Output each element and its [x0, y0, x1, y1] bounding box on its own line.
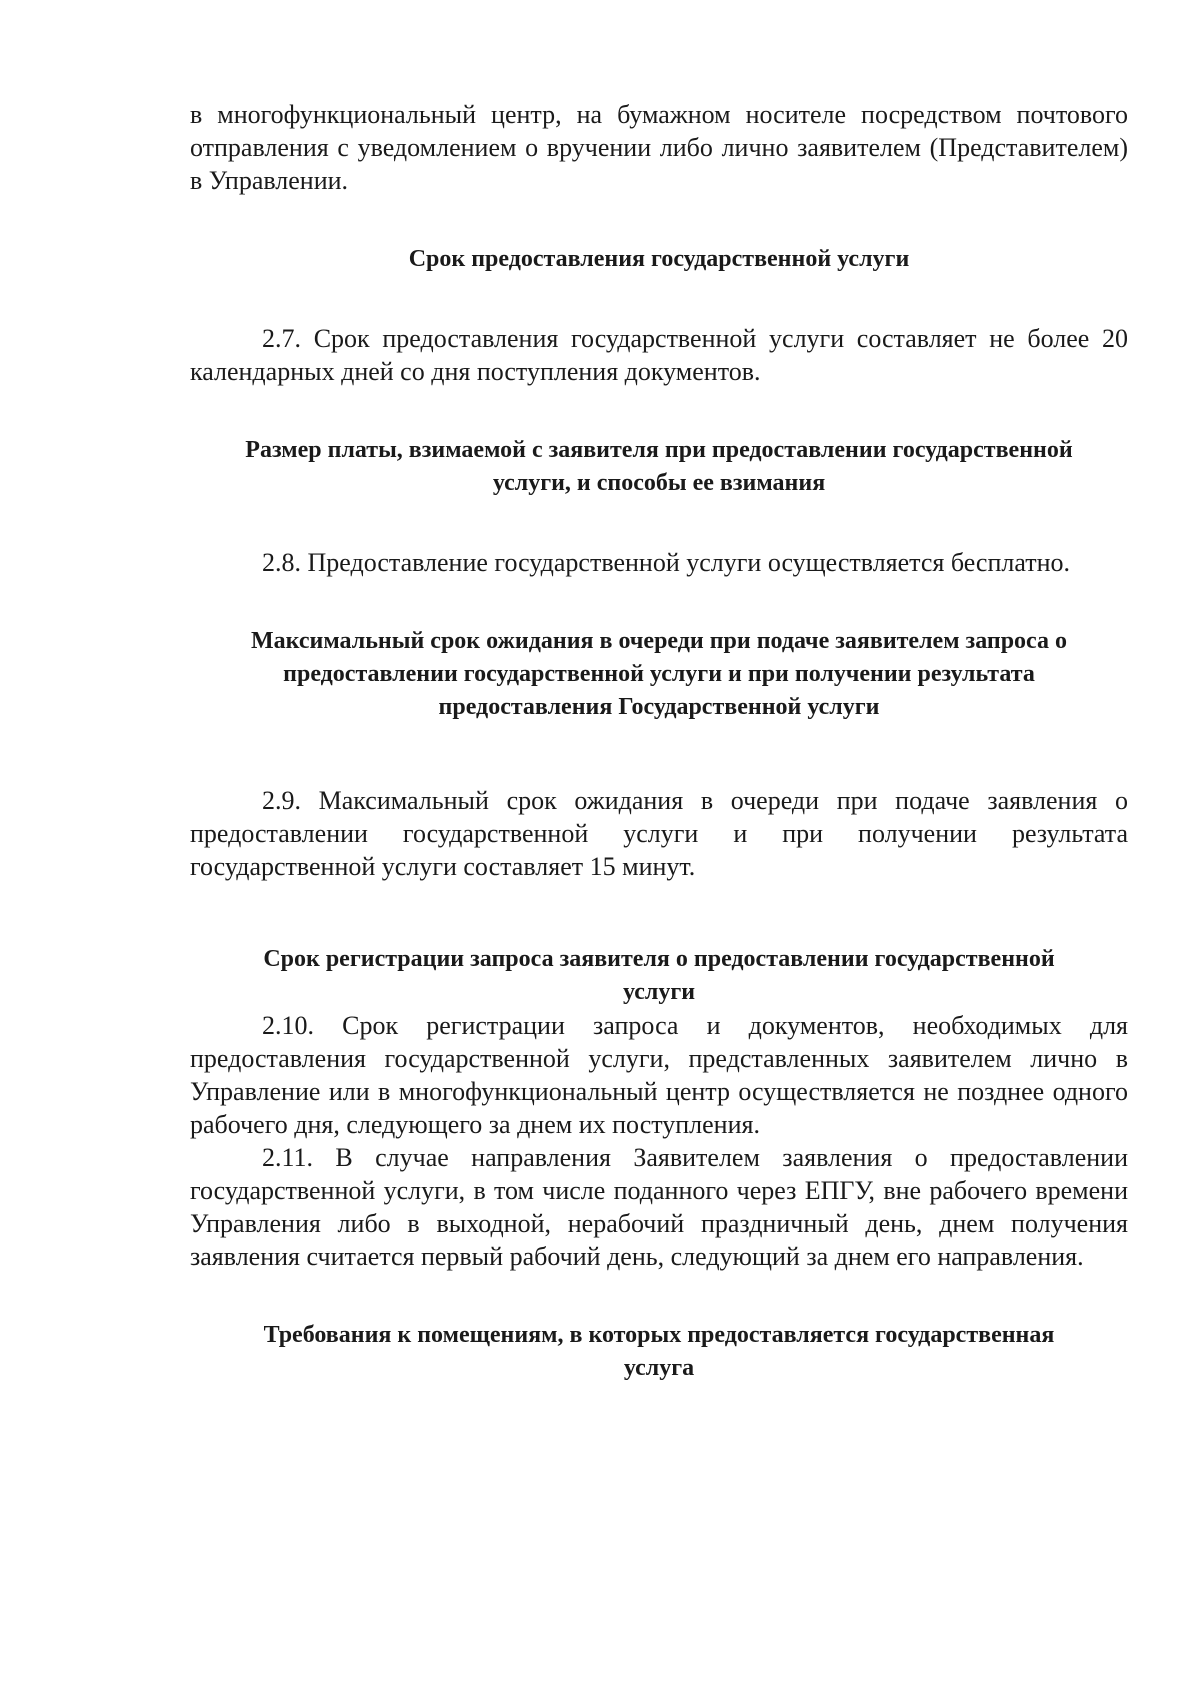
- paragraph-2-8: 2.8. Предоставление государственной услуги осуществляется бесплатно.: [262, 548, 1071, 577]
- heading-fee: [190, 434, 1128, 500]
- heading-registration: [190, 943, 1128, 1009]
- intro-paragraph: в многофункциональный центр, на бумажном носителе посредством почтового отправления с уведомлением о вручении либо лично заявителем (Представителем) в Управлении.: [190, 100, 1128, 195]
- heading-queue: [190, 625, 1128, 724]
- paragraph-2-10: 2.10. Срок регистрации запроса и документов, необходимых для предоставления государственной услуги, представленных заявителем лично в Управление или в многофункциональный центр осуществляется не позднее одного рабочего дня, следующего за днем их поступления.: [190, 1011, 1128, 1139]
- heading-fee-line-2: услуги, и способы ее взимания: [492, 470, 826, 496]
- heading-premises-line-2: услуга: [623, 1355, 695, 1381]
- heading-registration-line-2: услуги: [622, 979, 696, 1005]
- document-page: [190, 98, 1128, 1385]
- heading-queue-line-1: Максимальный срок ожидания в очереди при подаче заявителем запроса о: [250, 628, 1067, 654]
- paragraph-2-9: 2.9. Максимальный срок ожидания в очереди при подаче заявления о предоставлении государственной услуги и при получении результата государственной услуги составляет 15 минут.: [190, 786, 1128, 881]
- heading-service-term: Срок предоставления государственной услуги: [408, 246, 910, 272]
- heading-premises: [190, 1319, 1128, 1385]
- heading-queue-line-3: предоставления Государственной услуги: [438, 694, 880, 720]
- heading-queue-line-2: предоставлении государственной услуги и при получении результата: [283, 661, 1035, 687]
- heading-fee-line-1: Размер платы, взимаемой с заявителя при предоставлении государственной: [245, 437, 1073, 463]
- heading-registration-line-1: Срок регистрации запроса заявителя о предоставлении государственной: [263, 946, 1055, 972]
- paragraph-2-11: 2.11. В случае направления Заявителем заявления о предоставлении государственной услуги, в том числе поданного через ЕПГУ, вне рабочего времени Управления либо в выходной, нерабочий праздничный день, днем получения заявления считается первый рабочий день, следующий за днем его направления.: [190, 1143, 1128, 1271]
- heading-premises-line-1: Требования к помещениям, в которых предоставляется государственная: [263, 1322, 1055, 1348]
- paragraph-2-7: 2.7. Срок предоставления государственной услуги составляет не более 20 календарных дней со дня поступления документов.: [190, 324, 1128, 386]
